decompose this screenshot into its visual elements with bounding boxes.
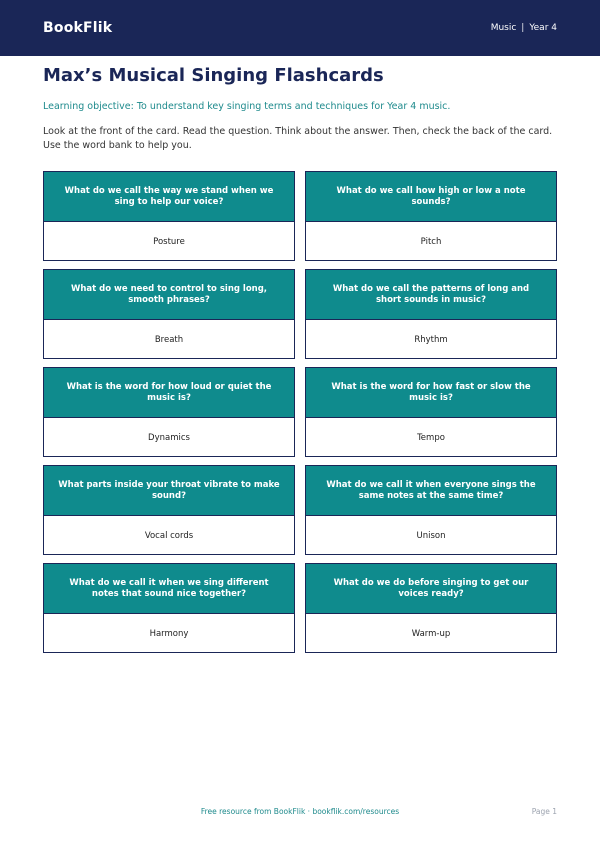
flashcard[interactable] <box>305 465 557 555</box>
flashcard-answer: Tempo <box>306 417 556 457</box>
flashcard-question: What is the word for how fast or slow the music is? <box>306 368 556 417</box>
brand-logo[interactable]: BookFlik <box>43 20 113 36</box>
footer <box>0 807 600 821</box>
flashcard-question: What do we need to control to sing long, smooth phrases? <box>44 270 294 319</box>
flashcard-answer: Warm-up <box>306 613 556 653</box>
flashcard[interactable] <box>43 269 295 359</box>
flashcard-question: What do we call how high or low a note sounds? <box>306 172 556 221</box>
flashcard-question: What do we call it when everyone sings the same notes at the same time? <box>306 466 556 515</box>
learning-objective: Learning objective: To understand key singing terms and techniques for Year 4 music. <box>43 101 451 112</box>
flashcard[interactable] <box>43 465 295 555</box>
flashcard-answer: Posture <box>44 221 294 261</box>
instructions: Look at the front of the card. Read the question. Think about the answer. Then, check the back of the card. Use the word bank to help you. <box>43 126 553 151</box>
flashcard-answer: Harmony <box>44 613 294 653</box>
page-title: Max’s Musical Singing Flashcards <box>43 65 384 86</box>
flashcard-question: What do we call the way we stand when we sing to help our voice? <box>44 172 294 221</box>
flashcard[interactable] <box>305 269 557 359</box>
flashcard-grid <box>43 171 557 653</box>
flashcard-answer: Vocal cords <box>44 515 294 555</box>
breadcrumb-separator: | <box>521 23 525 33</box>
flashcard-answer: Pitch <box>306 221 556 261</box>
flashcard-answer: Unison <box>306 515 556 555</box>
flashcard[interactable] <box>305 563 557 653</box>
flashcard[interactable] <box>43 171 295 261</box>
flashcard-question: What do we do before singing to get our voices ready? <box>306 564 556 613</box>
flashcard[interactable] <box>43 563 295 653</box>
flashcard-question: What do we call the patterns of long and short sounds in music? <box>306 270 556 319</box>
flashcard-answer: Dynamics <box>44 417 294 457</box>
breadcrumb-year[interactable]: Year 4 <box>529 23 557 33</box>
flashcard-answer: Breath <box>44 319 294 359</box>
breadcrumb-subject[interactable]: Music <box>490 23 517 33</box>
page-number: Page 1 <box>531 807 557 816</box>
flashcard[interactable] <box>305 171 557 261</box>
flashcard-question: What is the word for how loud or quiet the music is? <box>44 368 294 417</box>
top-bar <box>0 0 600 56</box>
flashcard[interactable] <box>305 367 557 457</box>
breadcrumb <box>491 23 557 33</box>
flashcard-question: What do we call it when we sing different notes that sound nice together? <box>44 564 294 613</box>
footer-link[interactable]: Free resource from BookFlik · bookflik.com/resources <box>200 807 400 816</box>
flashcard[interactable] <box>43 367 295 457</box>
flashcard-answer: Rhythm <box>306 319 556 359</box>
flashcard-question: What parts inside your throat vibrate to make sound? <box>44 466 294 515</box>
